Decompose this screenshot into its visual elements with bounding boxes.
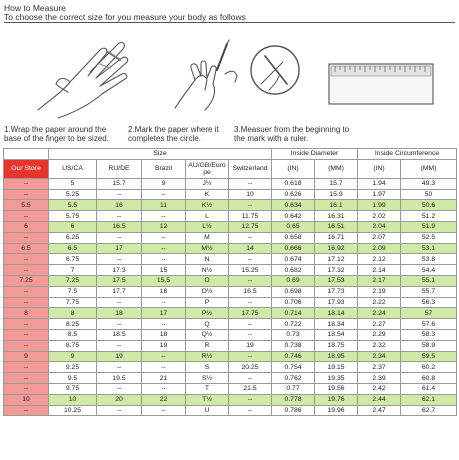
column-header-circumference-in: (IN) bbox=[358, 159, 401, 178]
ring-size-table bbox=[3, 148, 457, 416]
table-row bbox=[4, 319, 457, 330]
table-cell: -- bbox=[229, 319, 272, 330]
table-cell: 0.746 bbox=[272, 351, 315, 362]
table-cell: 2.12 bbox=[358, 254, 401, 265]
table-cell: -- bbox=[229, 329, 272, 340]
table-cell: R½ bbox=[186, 351, 229, 362]
table-cell: 6.25 bbox=[49, 232, 97, 243]
table-cell: 7.75 bbox=[49, 297, 97, 308]
table-row bbox=[4, 351, 457, 362]
table-cell: 2.44 bbox=[358, 394, 401, 405]
store-size-cell: 8 bbox=[4, 308, 49, 319]
table-cell: 19.96 bbox=[315, 405, 358, 416]
page-title: How to Measure bbox=[4, 3, 66, 13]
table-cell: 51.9 bbox=[401, 221, 457, 232]
table-cell: 0.698 bbox=[272, 286, 315, 297]
table-cell: 17.93 bbox=[315, 297, 358, 308]
table-row bbox=[4, 394, 457, 405]
table-cell: 9.25 bbox=[49, 362, 97, 373]
column-header-ru-de: RU/DE bbox=[97, 159, 142, 178]
table-cell: 0.786 bbox=[272, 405, 315, 416]
table-cell: -- bbox=[97, 189, 142, 200]
store-size-cell: 5.5 bbox=[4, 200, 49, 211]
store-size-cell: -- bbox=[4, 297, 49, 308]
column-header-us-ca: US/CA bbox=[49, 159, 97, 178]
table-cell: -- bbox=[142, 319, 186, 330]
table-cell: 12 bbox=[142, 221, 186, 232]
table-cell: T½ bbox=[186, 394, 229, 405]
step-3-line-2: the mark with a ruler. bbox=[234, 134, 309, 143]
table-cell: -- bbox=[229, 297, 272, 308]
table-cell: 15.7 bbox=[315, 178, 358, 189]
table-cell: 59.5 bbox=[401, 351, 457, 362]
table-cell: -- bbox=[142, 243, 186, 254]
store-size-cell: 7.25 bbox=[4, 275, 49, 286]
table-cell: 5.25 bbox=[49, 189, 97, 200]
store-size-cell: -- bbox=[4, 211, 49, 222]
table-cell: 57 bbox=[401, 308, 457, 319]
table-cell: 11.75 bbox=[229, 211, 272, 222]
table-cell: 0.754 bbox=[272, 362, 315, 373]
table-cell: -- bbox=[142, 362, 186, 373]
table-row bbox=[4, 373, 457, 384]
table-cell: -- bbox=[97, 297, 142, 308]
table-cell: 16.51 bbox=[315, 221, 358, 232]
table-cell: 50.6 bbox=[401, 200, 457, 211]
table-cell: 0.722 bbox=[272, 319, 315, 330]
table-cell: O bbox=[186, 275, 229, 286]
table-cell: 20 bbox=[97, 394, 142, 405]
table-cell: 61.4 bbox=[401, 383, 457, 394]
table-cell: 17.75 bbox=[229, 308, 272, 319]
store-size-cell: -- bbox=[4, 319, 49, 330]
table-cell: L bbox=[186, 211, 229, 222]
table-cell: 18.5 bbox=[97, 329, 142, 340]
table-cell: 16 bbox=[97, 200, 142, 211]
table-cell: -- bbox=[229, 254, 272, 265]
table-cell: -- bbox=[229, 351, 272, 362]
table-cell: 2.27 bbox=[358, 319, 401, 330]
table-row bbox=[4, 286, 457, 297]
table-cell: 55.1 bbox=[401, 275, 457, 286]
table-cell: 0.634 bbox=[272, 200, 315, 211]
table-cell: K½ bbox=[186, 200, 229, 211]
table-cell: M bbox=[186, 232, 229, 243]
table-cell: 9 bbox=[49, 351, 97, 362]
table-cell: 0.674 bbox=[272, 254, 315, 265]
table-cell: 0.77 bbox=[272, 383, 315, 394]
table-cell: -- bbox=[229, 275, 272, 286]
column-header-circumference-mm: (MM) bbox=[401, 159, 457, 178]
table-cell: -- bbox=[97, 383, 142, 394]
table-cell: 8.5 bbox=[49, 329, 97, 340]
table-row bbox=[4, 178, 457, 189]
table-cell: -- bbox=[142, 211, 186, 222]
table-cell: 10.25 bbox=[49, 405, 97, 416]
table-cell: 19.56 bbox=[315, 383, 358, 394]
table-cell: 12.75 bbox=[229, 221, 272, 232]
table-cell: 18 bbox=[97, 308, 142, 319]
table-cell: 60.2 bbox=[401, 362, 457, 373]
table-cell: 2.37 bbox=[358, 362, 401, 373]
table-cell: 0.778 bbox=[272, 394, 315, 405]
page-subtitle: To choose the correct size for you measure your body as follows bbox=[4, 12, 246, 22]
table-cell: -- bbox=[229, 405, 272, 416]
table-cell: 8.25 bbox=[49, 319, 97, 330]
table-cell: 17.53 bbox=[315, 275, 358, 286]
table-cell: 0.714 bbox=[272, 308, 315, 319]
table-cell: 2.14 bbox=[358, 265, 401, 276]
table-cell: 52.5 bbox=[401, 232, 457, 243]
table-cell: 19 bbox=[97, 351, 142, 362]
table-cell: 9 bbox=[142, 178, 186, 189]
size-group-header: Size bbox=[49, 149, 272, 160]
table-cell: -- bbox=[142, 351, 186, 362]
table-cell: 6.5 bbox=[49, 243, 97, 254]
column-header-au-gb-europe: AU/GB/Euro pe bbox=[186, 159, 229, 178]
table-cell: L½ bbox=[186, 221, 229, 232]
table-cell: 19.5 bbox=[97, 373, 142, 384]
store-size-cell: -- bbox=[4, 373, 49, 384]
table-cell: 15.5 bbox=[142, 275, 186, 286]
table-cell: 2.39 bbox=[358, 373, 401, 384]
table-cell: 2.34 bbox=[358, 351, 401, 362]
table-cell: 8 bbox=[49, 308, 97, 319]
table-cell: -- bbox=[97, 362, 142, 373]
store-size-cell: -- bbox=[4, 178, 49, 189]
table-cell: 54.4 bbox=[401, 265, 457, 276]
table-cell: 10 bbox=[49, 394, 97, 405]
table-cell: 5 bbox=[49, 178, 97, 189]
table-cell: 50 bbox=[401, 189, 457, 200]
table-row bbox=[4, 232, 457, 243]
step-3-caption bbox=[234, 125, 349, 143]
table-cell: 16.5 bbox=[229, 286, 272, 297]
hand-wrap-illustration bbox=[30, 30, 145, 122]
table-cell: 15.7 bbox=[97, 178, 142, 189]
table-cell: 1.94 bbox=[358, 178, 401, 189]
table-cell: -- bbox=[97, 340, 142, 351]
table-cell: 18.75 bbox=[315, 340, 358, 351]
table-row bbox=[4, 243, 457, 254]
table-cell: 2.19 bbox=[358, 286, 401, 297]
table-cell: 17.32 bbox=[315, 265, 358, 276]
table-cell: -- bbox=[142, 383, 186, 394]
table-cell: 51.2 bbox=[401, 211, 457, 222]
store-size-cell: -- bbox=[4, 286, 49, 297]
table-cell: 0.618 bbox=[272, 178, 315, 189]
table-cell: 17.5 bbox=[97, 275, 142, 286]
table-cell: 16.31 bbox=[315, 211, 358, 222]
table-cell: 16 bbox=[142, 286, 186, 297]
table-cell: 2.22 bbox=[358, 297, 401, 308]
table-cell: -- bbox=[142, 254, 186, 265]
step-1-line-1: 1.Wrap the paper around the bbox=[4, 125, 107, 134]
table-cell: T bbox=[186, 383, 229, 394]
table-cell: 0.738 bbox=[272, 340, 315, 351]
table-row bbox=[4, 221, 457, 232]
table-cell: 0.666 bbox=[272, 243, 315, 254]
table-row bbox=[4, 308, 457, 319]
table-cell: 2.07 bbox=[358, 232, 401, 243]
table-cell: 0.682 bbox=[272, 265, 315, 276]
table-cell: 0.65 bbox=[272, 221, 315, 232]
table-row bbox=[4, 405, 457, 416]
table-cell: 19.15 bbox=[315, 362, 358, 373]
table-row bbox=[4, 383, 457, 394]
table-cell: 7.25 bbox=[49, 275, 97, 286]
blank-header-cell bbox=[4, 149, 49, 160]
step-2-caption bbox=[128, 125, 219, 143]
table-cell: 19.35 bbox=[315, 373, 358, 384]
table-cell: -- bbox=[229, 178, 272, 189]
table-cell: 57.6 bbox=[401, 319, 457, 330]
table-cell: 22 bbox=[142, 394, 186, 405]
table-cell: 16.92 bbox=[315, 243, 358, 254]
column-header-brazil: Brazil bbox=[142, 159, 186, 178]
table-cell: 5.75 bbox=[49, 211, 97, 222]
table-cell: P bbox=[186, 297, 229, 308]
table-cell: 7.5 bbox=[49, 286, 97, 297]
step-1-line-2: base of the finger to be sized. bbox=[4, 134, 109, 143]
store-size-cell: -- bbox=[4, 254, 49, 265]
table-cell: -- bbox=[142, 189, 186, 200]
table-cell: 21 bbox=[142, 373, 186, 384]
table-cell: J½ bbox=[186, 178, 229, 189]
table-cell: M½ bbox=[186, 243, 229, 254]
table-row bbox=[4, 297, 457, 308]
table-cell: 17.73 bbox=[315, 286, 358, 297]
store-size-cell: -- bbox=[4, 362, 49, 373]
table-row bbox=[4, 189, 457, 200]
store-size-cell: 9 bbox=[4, 351, 49, 362]
pen-mark-illustration bbox=[165, 30, 310, 122]
table-row bbox=[4, 275, 457, 286]
table-cell: 1.99 bbox=[358, 200, 401, 211]
table-cell: 0.642 bbox=[272, 211, 315, 222]
store-size-cell: -- bbox=[4, 383, 49, 394]
table-cell: U bbox=[186, 405, 229, 416]
table-cell: 18.54 bbox=[315, 329, 358, 340]
table-cell: 2.42 bbox=[358, 383, 401, 394]
table-column-header-row bbox=[4, 159, 457, 178]
table-cell: 0.762 bbox=[272, 373, 315, 384]
table-cell: 10 bbox=[229, 189, 272, 200]
table-cell: N bbox=[186, 254, 229, 265]
table-cell: R bbox=[186, 340, 229, 351]
table-cell: 9.5 bbox=[49, 373, 97, 384]
diameter-group-header: Inside Diameter bbox=[272, 149, 358, 160]
table-cell: S bbox=[186, 362, 229, 373]
table-cell: -- bbox=[142, 232, 186, 243]
table-cell: -- bbox=[229, 232, 272, 243]
table-cell: -- bbox=[97, 319, 142, 330]
table-row bbox=[4, 211, 457, 222]
table-cell: 58.3 bbox=[401, 329, 457, 340]
table-cell: 60.8 bbox=[401, 373, 457, 384]
table-cell: 2.17 bbox=[358, 275, 401, 286]
table-cell: 17 bbox=[97, 243, 142, 254]
table-cell: 18.95 bbox=[315, 351, 358, 362]
step-2-line-1: 2.Mark the paper where it bbox=[128, 125, 219, 134]
title-divider bbox=[4, 22, 455, 23]
table-cell: 62.7 bbox=[401, 405, 457, 416]
table-cell: 1.97 bbox=[358, 189, 401, 200]
step-2-line-2: completes the circle. bbox=[128, 134, 201, 143]
store-size-cell: -- bbox=[4, 329, 49, 340]
table-group-header-row bbox=[4, 149, 457, 160]
table-cell: 15.9 bbox=[315, 189, 358, 200]
table-cell: 0.69 bbox=[272, 275, 315, 286]
column-header-our-store: Our Store bbox=[4, 159, 49, 178]
table-cell: 2.32 bbox=[358, 340, 401, 351]
table-cell: 16.71 bbox=[315, 232, 358, 243]
table-cell: 2.04 bbox=[358, 221, 401, 232]
store-size-cell: 6 bbox=[4, 221, 49, 232]
store-size-cell: -- bbox=[4, 232, 49, 243]
table-cell: -- bbox=[97, 405, 142, 416]
table-cell: 18.34 bbox=[315, 319, 358, 330]
table-cell: K bbox=[186, 189, 229, 200]
table-cell: 9.75 bbox=[49, 383, 97, 394]
table-cell: 16.5 bbox=[97, 221, 142, 232]
store-size-cell: 10 bbox=[4, 394, 49, 405]
table-row bbox=[4, 200, 457, 211]
table-cell: 2.09 bbox=[358, 243, 401, 254]
table-cell: 55.7 bbox=[401, 286, 457, 297]
table-row bbox=[4, 329, 457, 340]
table-cell: S½ bbox=[186, 373, 229, 384]
table-cell: -- bbox=[97, 254, 142, 265]
table-cell: -- bbox=[229, 200, 272, 211]
table-row bbox=[4, 265, 457, 276]
table-cell: -- bbox=[97, 232, 142, 243]
store-size-cell: -- bbox=[4, 189, 49, 200]
table-cell: -- bbox=[142, 405, 186, 416]
table-cell: -- bbox=[142, 297, 186, 308]
table-cell: 2.47 bbox=[358, 405, 401, 416]
table-cell: 6.75 bbox=[49, 254, 97, 265]
table-cell: -- bbox=[229, 394, 272, 405]
table-cell: 15.25 bbox=[229, 265, 272, 276]
table-cell: 14 bbox=[229, 243, 272, 254]
table-cell: 21.5 bbox=[229, 383, 272, 394]
table-cell: 11 bbox=[142, 200, 186, 211]
table-cell: 5.5 bbox=[49, 200, 97, 211]
table-cell: -- bbox=[97, 211, 142, 222]
table-row bbox=[4, 254, 457, 265]
table-cell: -- bbox=[229, 373, 272, 384]
table-cell: 62.1 bbox=[401, 394, 457, 405]
table-cell: 0.73 bbox=[272, 329, 315, 340]
table-body bbox=[4, 178, 457, 416]
ruler-illustration bbox=[325, 30, 437, 122]
table-cell: 17.3 bbox=[97, 265, 142, 276]
table-cell: 0.706 bbox=[272, 297, 315, 308]
table-cell: 15 bbox=[142, 265, 186, 276]
table-cell: 17 bbox=[142, 308, 186, 319]
circumference-group-header: Inside Circumference bbox=[358, 149, 457, 160]
table-cell: Q½ bbox=[186, 329, 229, 340]
table-cell: 2.29 bbox=[358, 329, 401, 340]
table-cell: 17.12 bbox=[315, 254, 358, 265]
table-cell: 7 bbox=[49, 265, 97, 276]
table-cell: 2.24 bbox=[358, 308, 401, 319]
table-cell: N½ bbox=[186, 265, 229, 276]
table-cell: 0.658 bbox=[272, 232, 315, 243]
column-header-diameter-mm: (MM) bbox=[315, 159, 358, 178]
table-cell: 16.1 bbox=[315, 200, 358, 211]
table-cell: 20.25 bbox=[229, 362, 272, 373]
table-cell: 18.14 bbox=[315, 308, 358, 319]
table-cell: 8.75 bbox=[49, 340, 97, 351]
table-cell: 18 bbox=[142, 329, 186, 340]
store-size-cell: 6.5 bbox=[4, 243, 49, 254]
table-cell: 49.3 bbox=[401, 178, 457, 189]
table-cell: 0.626 bbox=[272, 189, 315, 200]
table-cell: P½ bbox=[186, 308, 229, 319]
table-cell: 58.9 bbox=[401, 340, 457, 351]
column-header-diameter-in: (IN) bbox=[272, 159, 315, 178]
table-cell: 17.7 bbox=[97, 286, 142, 297]
table-cell: 19 bbox=[142, 340, 186, 351]
column-header-switzerland: Switzerland bbox=[229, 159, 272, 178]
table-cell: 53.1 bbox=[401, 243, 457, 254]
table-cell: O½ bbox=[186, 286, 229, 297]
step-1-caption bbox=[4, 125, 109, 143]
table-cell: 53.8 bbox=[401, 254, 457, 265]
store-size-cell: -- bbox=[4, 265, 49, 276]
store-size-cell: -- bbox=[4, 340, 49, 351]
table-cell: 19 bbox=[229, 340, 272, 351]
store-size-cell: -- bbox=[4, 405, 49, 416]
table-cell: 56.3 bbox=[401, 297, 457, 308]
table-cell: 2.02 bbox=[358, 211, 401, 222]
table-cell: 19.76 bbox=[315, 394, 358, 405]
step-3-line-1: 3.Measuer from the beginning to bbox=[234, 125, 350, 134]
table-cell: 6 bbox=[49, 221, 97, 232]
table-row bbox=[4, 340, 457, 351]
table-row bbox=[4, 362, 457, 373]
table-cell: Q bbox=[186, 319, 229, 330]
